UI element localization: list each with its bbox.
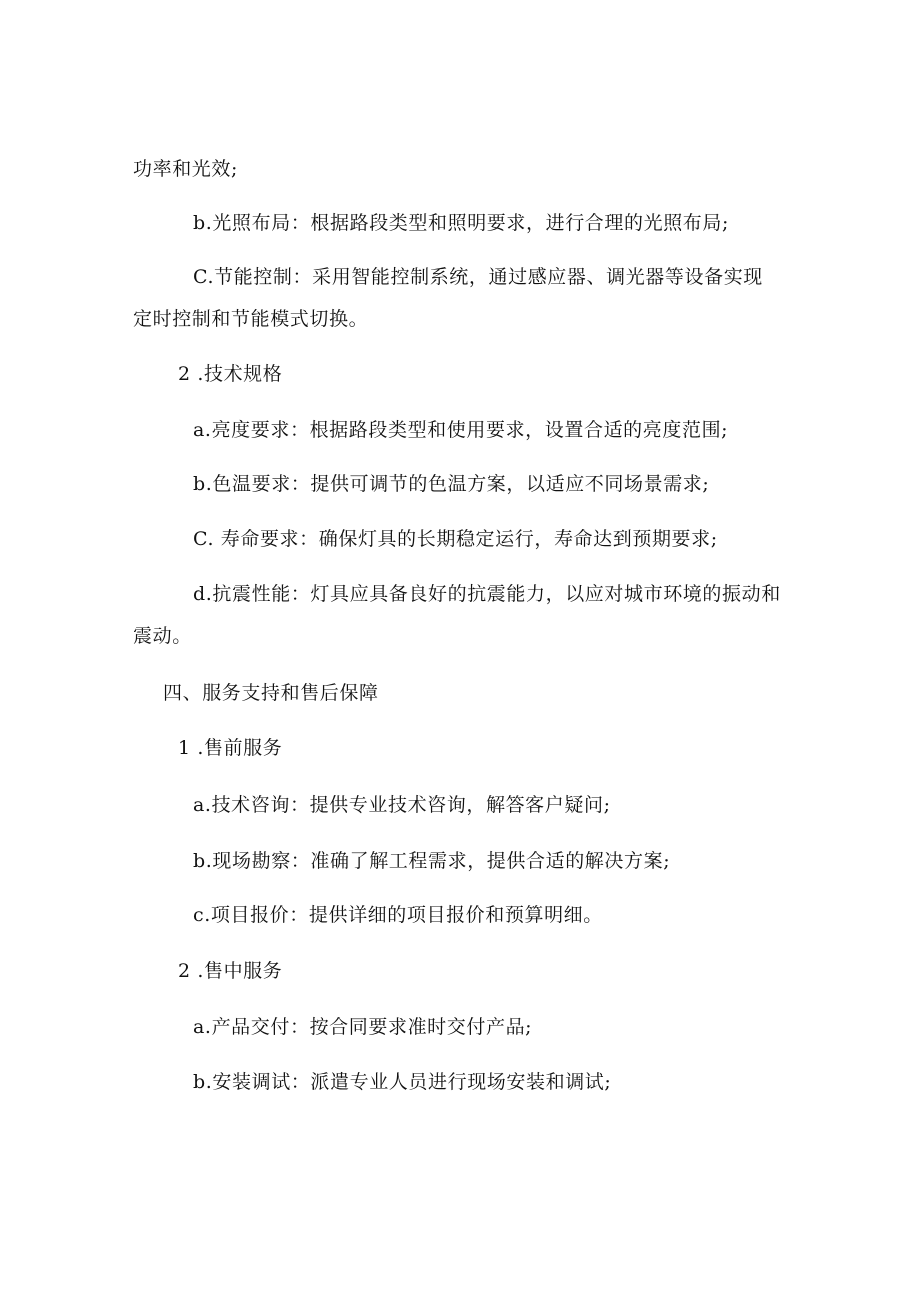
list-item-color-temperature: b.色温要求：提供可调节的色温方案，以适应不同场景需求; [193, 473, 710, 495]
list-item-brightness: a.亮度要求：根据路段类型和使用要求，设置合适的亮度范围; [193, 419, 729, 441]
list-item-quotation: c.项目报价：提供详细的项目报价和预算明细。 [193, 904, 603, 926]
list-item-product-delivery: a.产品交付：按合同要求准时交付产品; [193, 1016, 533, 1038]
list-item-lifespan: C. 寿命要求：确保灯具的长期稳定运行，寿命达到预期要求; [193, 528, 718, 550]
chapter-heading-service-support: 四、服务支持和售后保障 [163, 682, 379, 704]
section-heading-in-sales: 2 .售中服务 [178, 960, 283, 982]
list-item-tech-consulting: a.技术咨询：提供专业技术咨询，解答客户疑问; [193, 794, 611, 816]
section-heading-pre-sales: 1 .售前服务 [178, 737, 283, 759]
list-item-installation: b.安装调试：派遣专业人员进行现场安装和调试; [193, 1071, 612, 1093]
list-item-energy-control-continuation: 定时控制和节能模式切换。 [133, 308, 369, 330]
list-item-energy-control: C.节能控制：采用智能控制系统，通过感应器、调光器等设备实现 [193, 266, 763, 288]
list-item-seismic: d.抗震性能：灯具应具备良好的抗震能力，以应对城市环境的振动和 [193, 583, 781, 605]
paragraph-continuation: 功率和光效; [133, 158, 239, 180]
list-item-lighting-layout: b.光照布局：根据路段类型和照明要求，进行合理的光照布局; [193, 212, 730, 234]
list-item-seismic-continuation: 震动。 [133, 625, 192, 647]
section-heading-tech-specs: 2 .技术规格 [178, 363, 283, 385]
list-item-site-survey: b.现场勘察：准确了解工程需求，提供合适的解决方案; [193, 850, 671, 872]
